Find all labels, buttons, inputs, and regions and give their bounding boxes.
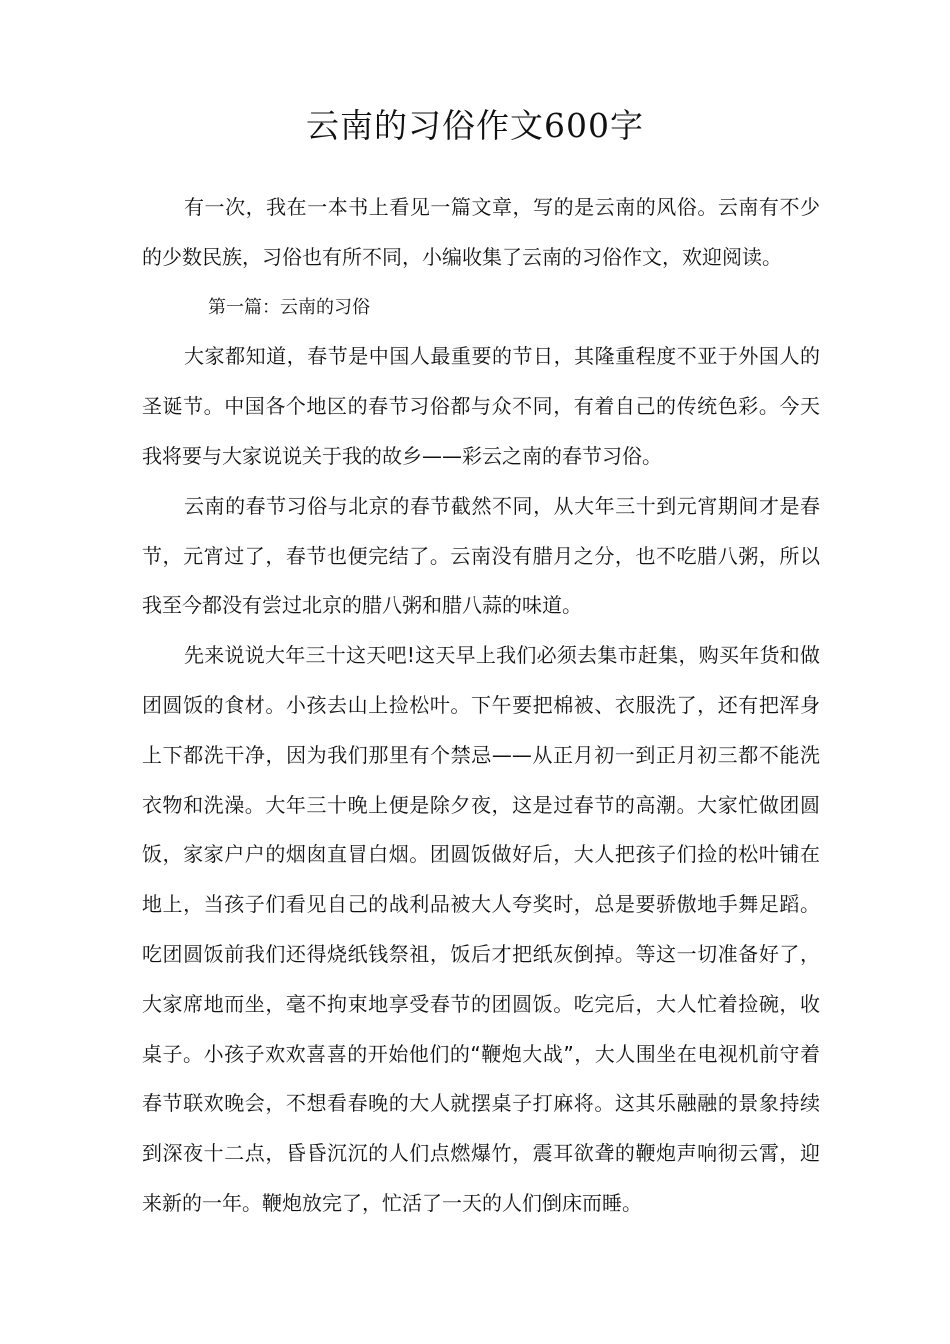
body-paragraph-2: 云南的春节习俗与北京的春节截然不同，从大年三十到元宵期间才是春节，元宵过了，春节也便完结了。云南没有腊月之分，也不吃腊八粥，所以我至今都没有尝过北京的腊八粥和腊八蒜的味道。 xyxy=(142,493,820,618)
body-paragraph-1: 大家都知道，春节是中国人最重要的节日，其隆重程度不亚于外国人的圣诞节。中国各个地区的春节习俗都与众不同，有着自己的传统色彩。今天我将要与大家说说关于我的故乡——彩云之南的春节习俗。 xyxy=(142,344,820,468)
document-body xyxy=(142,183,820,1229)
intro-paragraph: 有一次，我在一本书上看见一篇文章，写的是云南的风俗。云南有不少的少数民族，习俗也有所不同，小编收集了云南的习俗作文，欢迎阅读。 xyxy=(142,195,820,269)
document-title: 云南的习俗作文600字 xyxy=(306,106,644,145)
body-paragraph-3: 先来说说大年三十这天吧!这天早上我们必须去集市赶集，购买年货和做团圆饭的食材。小孩去山上捡松叶。下午要把棉被、衣服洗了，还有把浑身上下都洗干净，因为我们那里有个禁忌——从正月初一到正月初三都不能洗衣物和洗澡。大年三十晚上便是除夕夜，这是过春节的高潮。大家忙做团圆饭，家家户户的烟囱直冒白烟。团圆饭做好后，大人把孩子们捡的松叶铺在地上，当孩子们看见自己的战利品被大人夸奖时，总是要骄傲地手舞足蹈。吃团圆饭前我们还得烧纸钱祭祖，饭后才把纸灰倒掉。等这一切准备好了，大家席地而坐，毫不拘束地享受春节的团圆饭。吃完后，大人忙着捡碗，收桌子。小孩子欢欢喜喜的开始他们的“鞭炮大战”，大人围坐在电视机前守着春节联欢晚会，不想看春晚的大人就摆桌子打麻将。这其乐融融的景象持续到深夜十二点，昏昏沉沉的人们点燃爆竹，震耳欲聋的鞭炮声响彻云霄，迎来新的一年。鞭炮放完了，忙活了一天的人们倒床而睡。 xyxy=(142,643,820,1215)
section-heading: 第一篇：云南的习俗 xyxy=(208,296,370,318)
